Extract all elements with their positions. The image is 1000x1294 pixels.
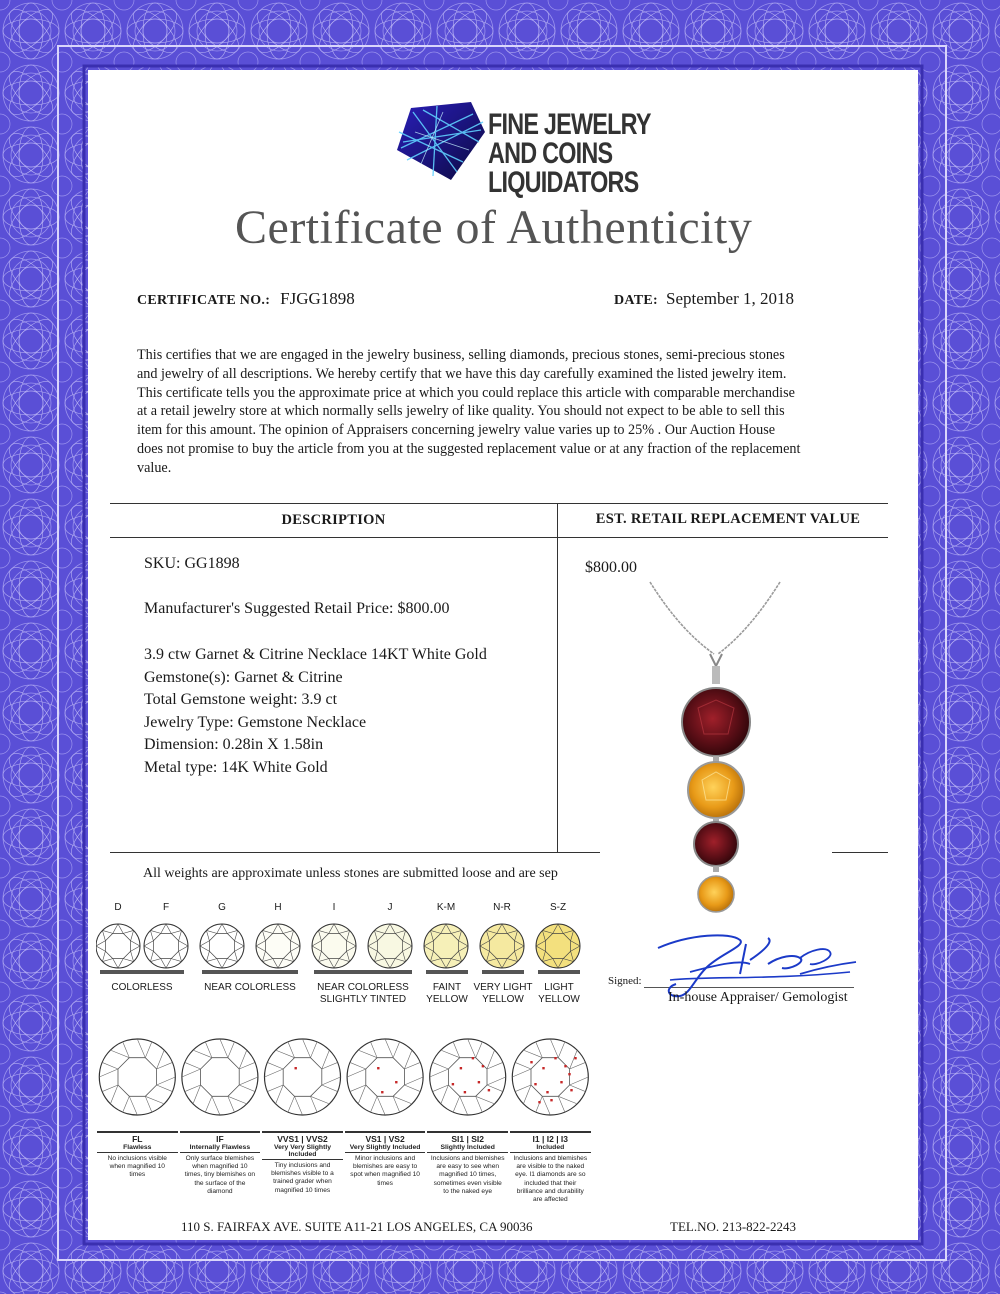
color-grade-letter: H xyxy=(274,902,282,913)
inclusion-mark xyxy=(530,1061,532,1063)
certificate-number-label: CERTIFICATE NO.: xyxy=(137,293,271,308)
clarity-diamond xyxy=(99,1039,175,1115)
certificate-number-row xyxy=(137,289,355,309)
footer-address: 110 S. FAIRFAX AVE. SUITE A11-21 LOS ANGELES, CA 90036 xyxy=(181,1219,533,1234)
inclusion-mark xyxy=(377,1067,379,1069)
table-column-divider xyxy=(557,503,558,852)
clarity-grade-column xyxy=(262,1131,343,1195)
gem-icon xyxy=(393,102,489,182)
color-grade-letter: D xyxy=(114,902,122,913)
msrp: Manufacturer's Suggested Retail Price: $800.00 xyxy=(144,600,450,617)
clarity-description: Inclusions and blemishes are visible to the naked eye. I1 diamonds are so included that their brilliance and durability are affected xyxy=(513,1155,588,1204)
clarity-grade-column xyxy=(427,1131,508,1196)
value-header: EST. RETAIL REPLACEMENT VALUE xyxy=(595,511,861,527)
date-label: DATE: xyxy=(614,293,659,308)
appraiser-title: In-house Appraiser/ Gemologist xyxy=(668,990,848,1005)
description-header: DESCRIPTION xyxy=(281,512,386,528)
clarity-description: Tiny inclusions and blemishes visible to a trained grader when magnified 10 times xyxy=(271,1162,334,1194)
clarity-description: Inclusions and blemishes are easy to see when magnified 10 times, sometimes even visible to the naked eye xyxy=(430,1155,505,1195)
inclusion-mark xyxy=(560,1081,562,1083)
date-value: September 1, 2018 xyxy=(666,289,794,308)
clarity-description: No inclusions visible when magnified 10 times xyxy=(107,1155,167,1179)
clarity-grade-chart xyxy=(96,1033,592,1221)
inclusion-mark xyxy=(570,1089,572,1091)
clarity-diamond xyxy=(182,1039,258,1115)
sku: SKU: GG1898 xyxy=(144,555,240,572)
clarity-name: Slightly Included xyxy=(427,1144,508,1153)
inclusion-mark xyxy=(464,1091,466,1093)
clarity-description: Minor inclusions and blemishes are easy to spot when magnified 10 times xyxy=(350,1155,420,1187)
inclusion-mark xyxy=(534,1083,536,1085)
inclusion-mark xyxy=(574,1057,576,1059)
date-row xyxy=(614,289,794,309)
clarity-code: VVS1 | VVS2 xyxy=(262,1131,343,1144)
clarity-grade-column xyxy=(97,1131,178,1180)
weights-note: All weights are approximate unless stones are submitted loose and are sep xyxy=(143,866,558,881)
clarity-name: Flawless xyxy=(97,1144,178,1153)
clarity-name: Very Slightly Included xyxy=(345,1144,426,1153)
clarity-code: IF xyxy=(180,1131,261,1144)
clarity-description: Only surface blemishes when magnified 10 times, tiny blemishes on the surface of the diamond xyxy=(184,1155,256,1195)
table-top-rule xyxy=(110,503,888,504)
color-grade-letter: N-R xyxy=(493,902,511,913)
inclusion-mark xyxy=(478,1081,480,1083)
clarity-code: SI1 | SI2 xyxy=(427,1131,508,1144)
certification-statement: This certifies that we are engaged in the jewelry business, selling diamonds, precious stones, semi-precious stones and jewelry of all descriptions. We hereby certify that we have this day carefully examined the listed jewelry item. This certificate tells you the approximate price at which you could replace this article with comparable merchandise at a retail jewelry store at which normally sells jewelry of like quality. You should not expect to be able to sell this item for this amount. The opinion of Appraisers concerning jewelry value varies up to 25% . Our Auction House does not promise to buy the article from you at the suggested replacement value or at any fraction of the replacement value. xyxy=(137,347,801,476)
color-group-label: NEAR COLORLESS SLIGHTLY TINTED xyxy=(317,982,409,1005)
inclusion-mark xyxy=(564,1065,566,1067)
inclusion-mark xyxy=(295,1067,297,1069)
inclusion-mark xyxy=(542,1067,544,1069)
clarity-diamond xyxy=(430,1039,506,1115)
clarity-name: Internally Flawless xyxy=(180,1144,261,1153)
color-grade-letter: F xyxy=(162,902,170,913)
clarity-code: I1 | I2 | I3 xyxy=(510,1131,591,1144)
inclusion-mark xyxy=(538,1101,540,1103)
logo-text: FINE JEWELRY AND COINS LIQUIDATORS xyxy=(488,108,651,199)
color-grade-letter: S-Z xyxy=(549,902,567,913)
color-group-label: FAINT YELLOW xyxy=(426,982,468,1005)
inclusion-mark xyxy=(546,1091,548,1093)
color-grade-letter: G xyxy=(218,902,226,913)
color-group-label: COLORLESS xyxy=(111,982,173,993)
page-title: Certificate of Authenticity xyxy=(235,201,753,254)
color-group-label: LIGHT YELLOW xyxy=(538,982,580,1005)
replacement-value: $800.00 xyxy=(585,559,637,576)
clarity-code: VS1 | VS2 xyxy=(345,1131,426,1144)
inclusion-mark xyxy=(482,1065,484,1067)
table-header-rule xyxy=(110,537,888,538)
footer-phone: TEL.NO. 213-822-2243 xyxy=(670,1219,797,1234)
inclusion-mark xyxy=(554,1057,556,1059)
signed-label: Signed: xyxy=(608,975,642,987)
clarity-diamond xyxy=(265,1039,341,1115)
table-bottom-rule-right xyxy=(832,852,888,853)
inclusion-mark xyxy=(395,1081,397,1083)
clarity-grade-column xyxy=(180,1131,261,1196)
table-bottom-rule xyxy=(110,852,600,853)
clarity-name: Very Very Slightly Included xyxy=(262,1144,343,1160)
clarity-name: Included xyxy=(510,1144,591,1153)
color-group-label: NEAR COLORLESS xyxy=(204,982,296,993)
color-group-label: VERY LIGHT YELLOW xyxy=(473,982,533,1005)
item-details: 3.9 ctw Garnet & Citrine Necklace 14KT White Gold Gemstone(s): Garnet & Citrine Total Gemstone weight: 3.9 ct Jewelry Type: Gemstone Necklace Dimension: 0.28in X 1.58in Metal type: 14K White Gold xyxy=(144,646,487,776)
clarity-grade-column xyxy=(345,1131,426,1188)
color-grade-letter: K-M xyxy=(436,902,456,913)
color-grade-letter: I xyxy=(332,902,336,913)
color-grade-chart xyxy=(96,900,596,1005)
necklace-image xyxy=(600,580,832,920)
inclusion-mark xyxy=(452,1083,454,1085)
clarity-grade-column xyxy=(510,1131,591,1204)
color-grade-letter: J xyxy=(387,902,393,913)
clarity-diamond xyxy=(512,1039,588,1115)
inclusion-mark xyxy=(568,1073,570,1075)
inclusion-mark xyxy=(460,1067,462,1069)
clarity-diamond xyxy=(347,1039,423,1115)
inclusion-mark xyxy=(381,1091,383,1093)
inclusion-mark xyxy=(472,1057,474,1059)
certificate-number: FJGG1898 xyxy=(280,289,355,308)
clarity-code: FL xyxy=(97,1131,178,1144)
inclusion-mark xyxy=(488,1089,490,1091)
inclusion-mark xyxy=(550,1099,552,1101)
